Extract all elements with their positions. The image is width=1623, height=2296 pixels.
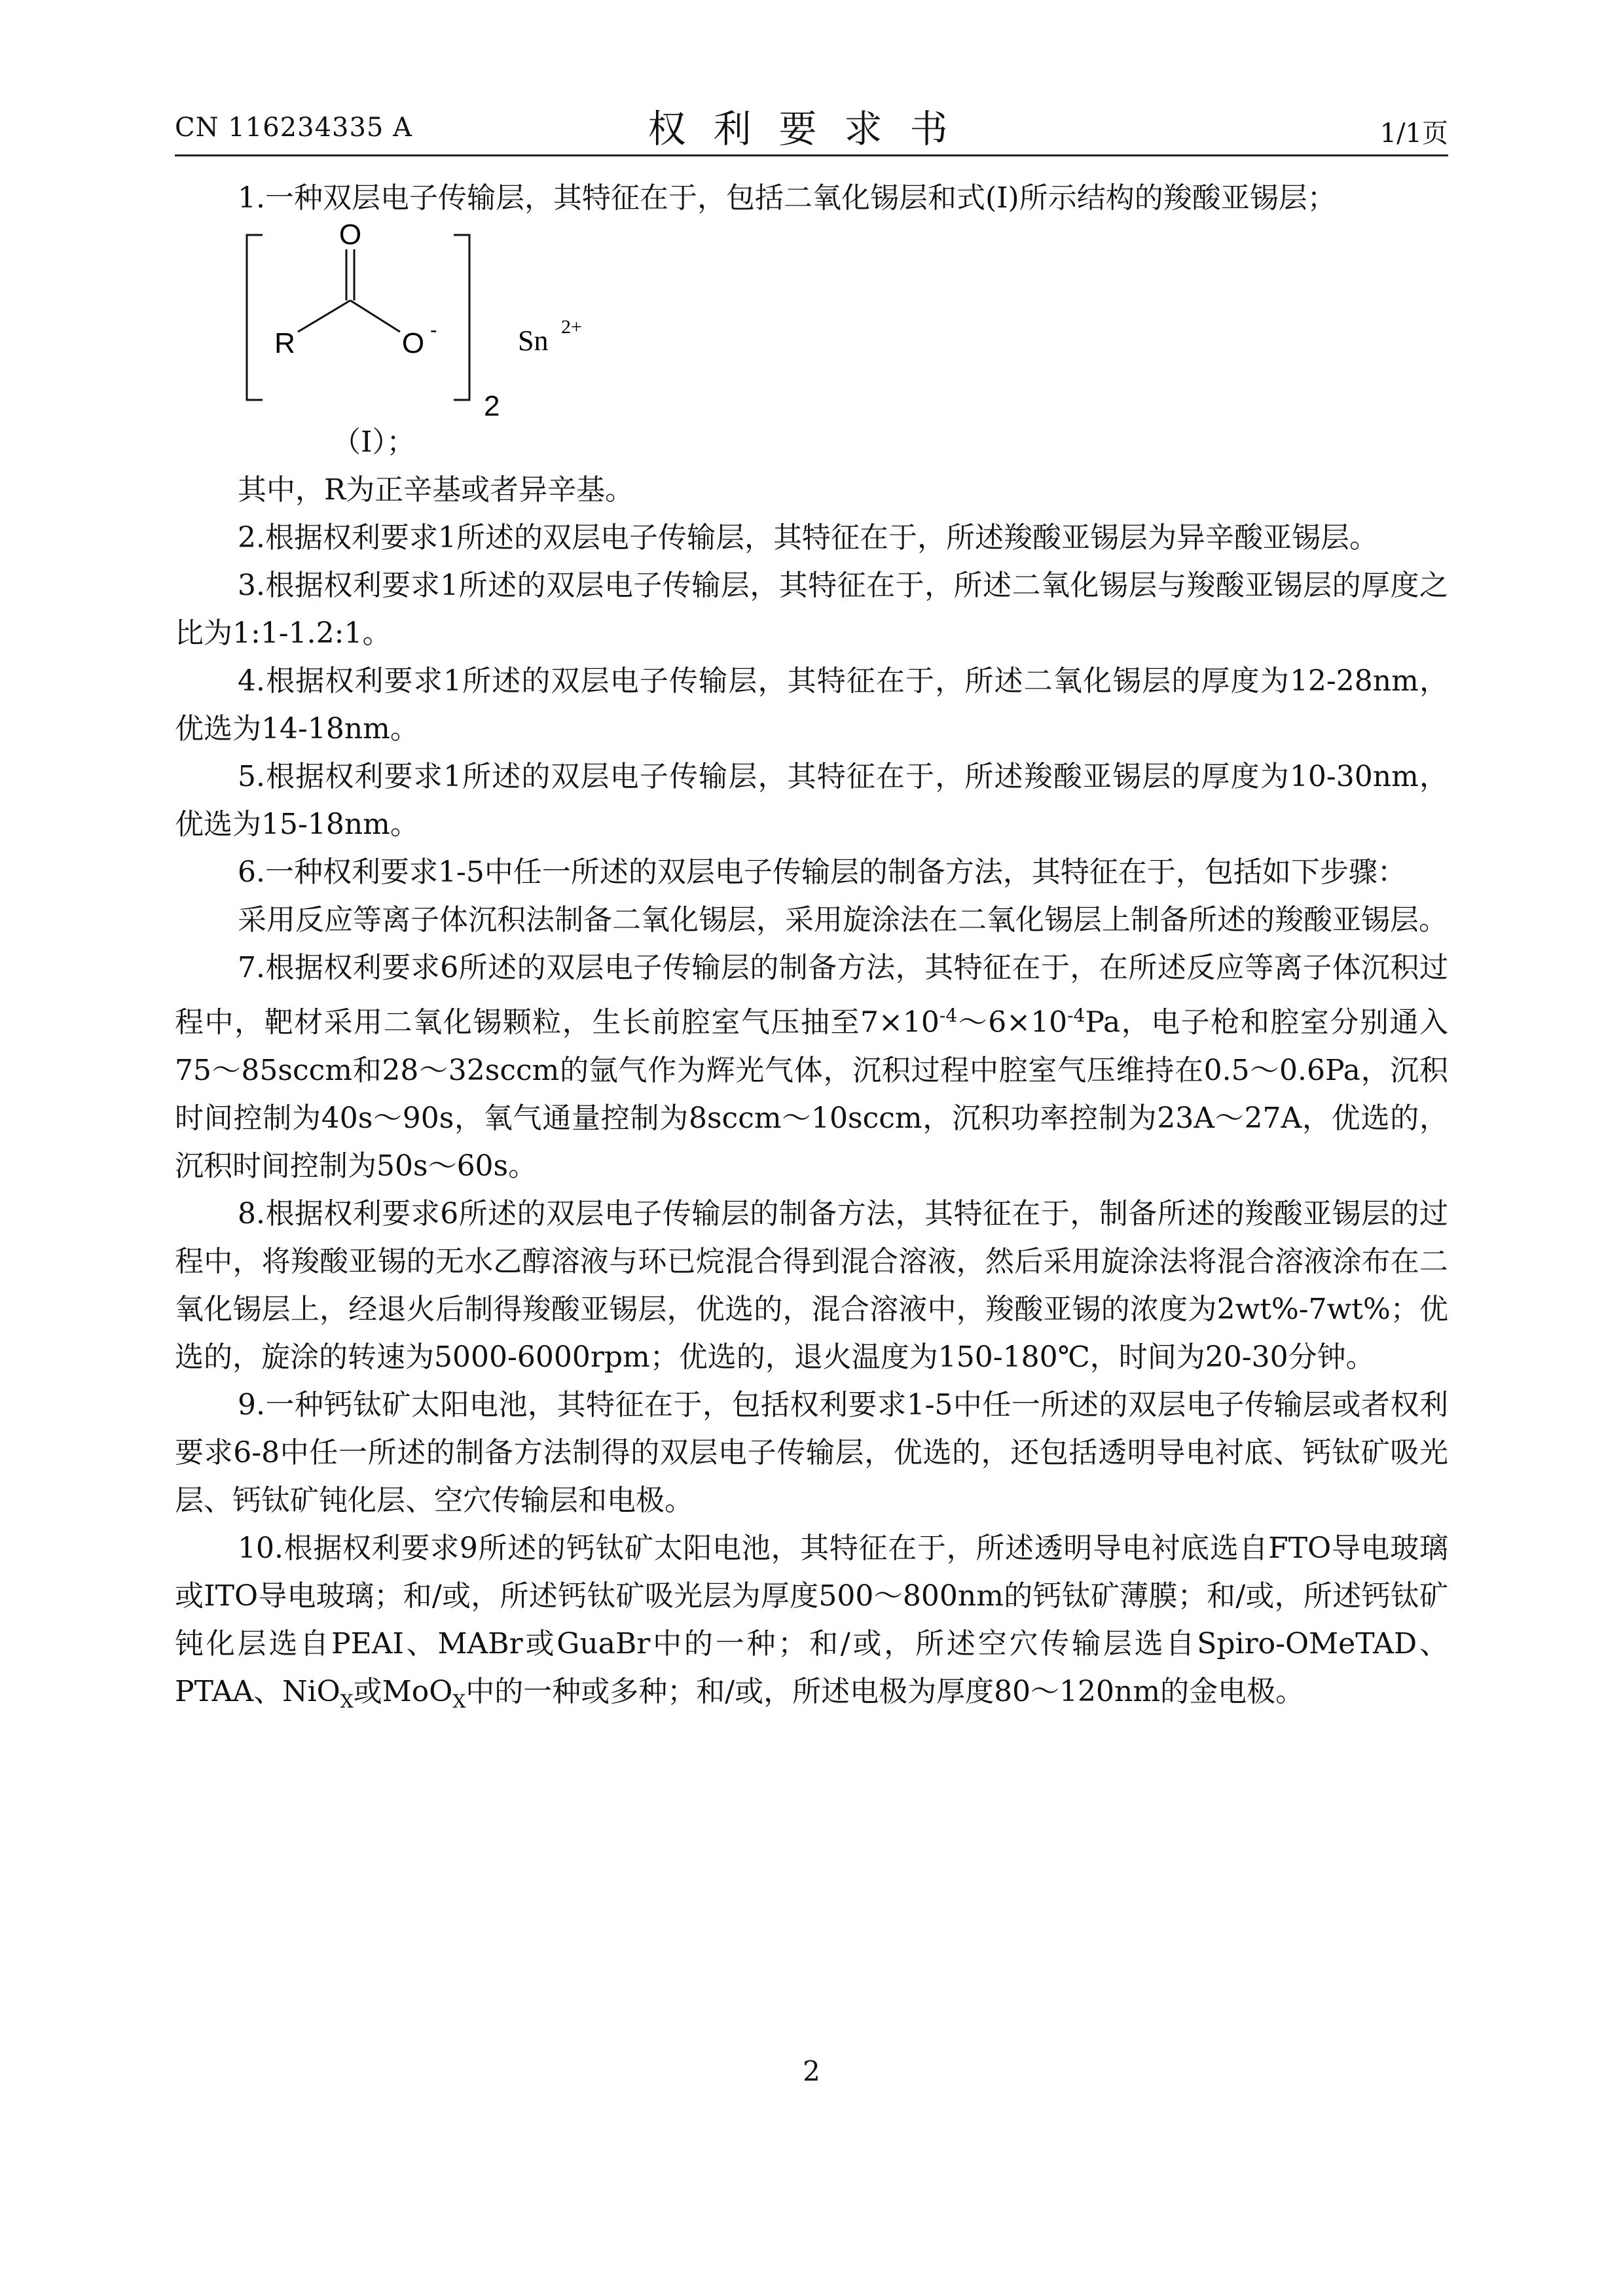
claim-10 bbox=[175, 1524, 1448, 1725]
atom-o-minus: O bbox=[401, 327, 425, 359]
claim-9: 9.一种钙钛矿太阳电池，其特征在于，包括权利要求1-5中任一所述的双层电子传输层或者权利要求6-8中任一所述的制备方法制得的双层电子传输层，优选的，还包括透明导电衬底、钙钛矿吸光层、钙钛矿钝化层、空穴传输层和电极。 bbox=[175, 1388, 1448, 1517]
page-info: 1/1页 bbox=[1379, 118, 1448, 149]
formula-structure bbox=[238, 222, 696, 418]
metal-charge: 2+ bbox=[561, 316, 582, 338]
claim-10-subscript-2: X bbox=[452, 1690, 466, 1712]
claim-7-part2: ～6×10 bbox=[957, 1005, 1068, 1039]
claim-1-r-definition: 其中，R为正辛基或者异辛基。 bbox=[238, 473, 634, 507]
metal-symbol: Sn bbox=[518, 325, 549, 357]
charge-minus: - bbox=[430, 318, 437, 342]
claims-body bbox=[175, 174, 1448, 1725]
chemical-formula bbox=[238, 222, 1448, 418]
claim-2: 2.根据权利要求1所述的双层电子传输层，其特征在于，所述羧酸亚锡层为异辛酸亚锡层。 bbox=[238, 521, 1378, 554]
claim-7-part3: Pa，电子枪和腔室分别通入75～85sccm和28～32sccm的氩气作为辉光气体，沉积过程中腔室气压维持在0.5～0.6Pa，沉积时间控制为40s～90s，氧气通量控制为8sccm～10sccm，沉积功率控制为23A～27A，优选的，沉积时间控制为50s～60s。 bbox=[175, 1005, 1448, 1183]
claim-10-part1: 10.根据权利要求9所述的钙钛矿太阳电池，其特征在于，所述透明导电衬底选自FTO导电玻璃或ITO导电玻璃；和/或，所述钙钛矿吸光层为厚度500～800nm的钙钛矿薄膜；和/或，所述钙钛矿钝化层选自PEAI、MABr或GuaBr中的一种；和/或，所述空穴传输层选自Spiro-OMeTAD、PTAA、NiO bbox=[175, 1531, 1448, 1708]
header-rule bbox=[175, 154, 1448, 156]
claim-7-exponent-2: -4 bbox=[1067, 1005, 1085, 1026]
page-number: 2 bbox=[803, 2055, 820, 2087]
bracket-subscript: 2 bbox=[484, 390, 500, 418]
page-header bbox=[175, 98, 1448, 151]
doc-number: CN 116234335 A bbox=[175, 113, 412, 143]
doc-title: 权利要求书 bbox=[647, 107, 976, 151]
claim-10-part2: 或MoO bbox=[353, 1674, 453, 1708]
claim-3: 3.根据权利要求1所述的双层电子传输层，其特征在于，所述二氧化锡层与羧酸亚锡层的厚度之比为1:1-1.2:1。 bbox=[175, 569, 1448, 650]
claim-6: 6.一种权利要求1-5中任一所述的双层电子传输层的制备方法，其特征在于，包括如下步骤： bbox=[238, 855, 1406, 889]
claim-4: 4.根据权利要求1所述的双层电子传输层，其特征在于，所述二氧化锡层的厚度为12-28nm，优选为14-18nm。 bbox=[175, 664, 1448, 745]
claim-1: 1.一种双层电子传输层，其特征在于，包括二氧化锡层和式(I)所示结构的羧酸亚锡层； bbox=[238, 181, 1336, 215]
atom-o-top: O bbox=[338, 222, 362, 251]
claim-7-part1: 7.根据权利要求6所述的双层电子传输层的制备方法，其特征在于，在所述反应等离子体沉积过程中，靶材采用二氧化锡颗粒，生长前腔室气压抽至7×10 bbox=[175, 951, 1448, 1039]
atom-r: R bbox=[274, 327, 295, 359]
claim-7-exponent-1: -4 bbox=[939, 1005, 958, 1026]
claim-7 bbox=[175, 944, 1448, 1190]
claim-6-steps: 采用反应等离子体沉积法制备二氧化锡层，采用旋涂法在二氧化锡层上制备所述的羧酸亚锡层。 bbox=[238, 903, 1448, 937]
formula-label: （I）； bbox=[332, 425, 416, 459]
claim-10-subscript-1: X bbox=[340, 1690, 354, 1712]
claim-5: 5.根据权利要求1所述的双层电子传输层，其特征在于，所述羧酸亚锡层的厚度为10-30nm，优选为15-18nm。 bbox=[175, 760, 1448, 841]
claim-10-part3: 中的一种或多种；和/或，所述电极为厚度80～120nm的金电极。 bbox=[465, 1674, 1305, 1708]
claim-8: 8.根据权利要求6所述的双层电子传输层的制备方法，其特征在于，制备所述的羧酸亚锡层的过程中，将羧酸亚锡的无水乙醇溶液与环已烷混合得到混合溶液，然后采用旋涂法将混合溶液涂布在二氧化锡层上，经退火后制得羧酸亚锡层，优选的，混合溶液中，羧酸亚锡的浓度为2wt%-7wt%；优选的，旋涂的转速为5000-6000rpm；优选的，退火温度为150-180℃，时间为20-30分钟。 bbox=[175, 1196, 1448, 1374]
